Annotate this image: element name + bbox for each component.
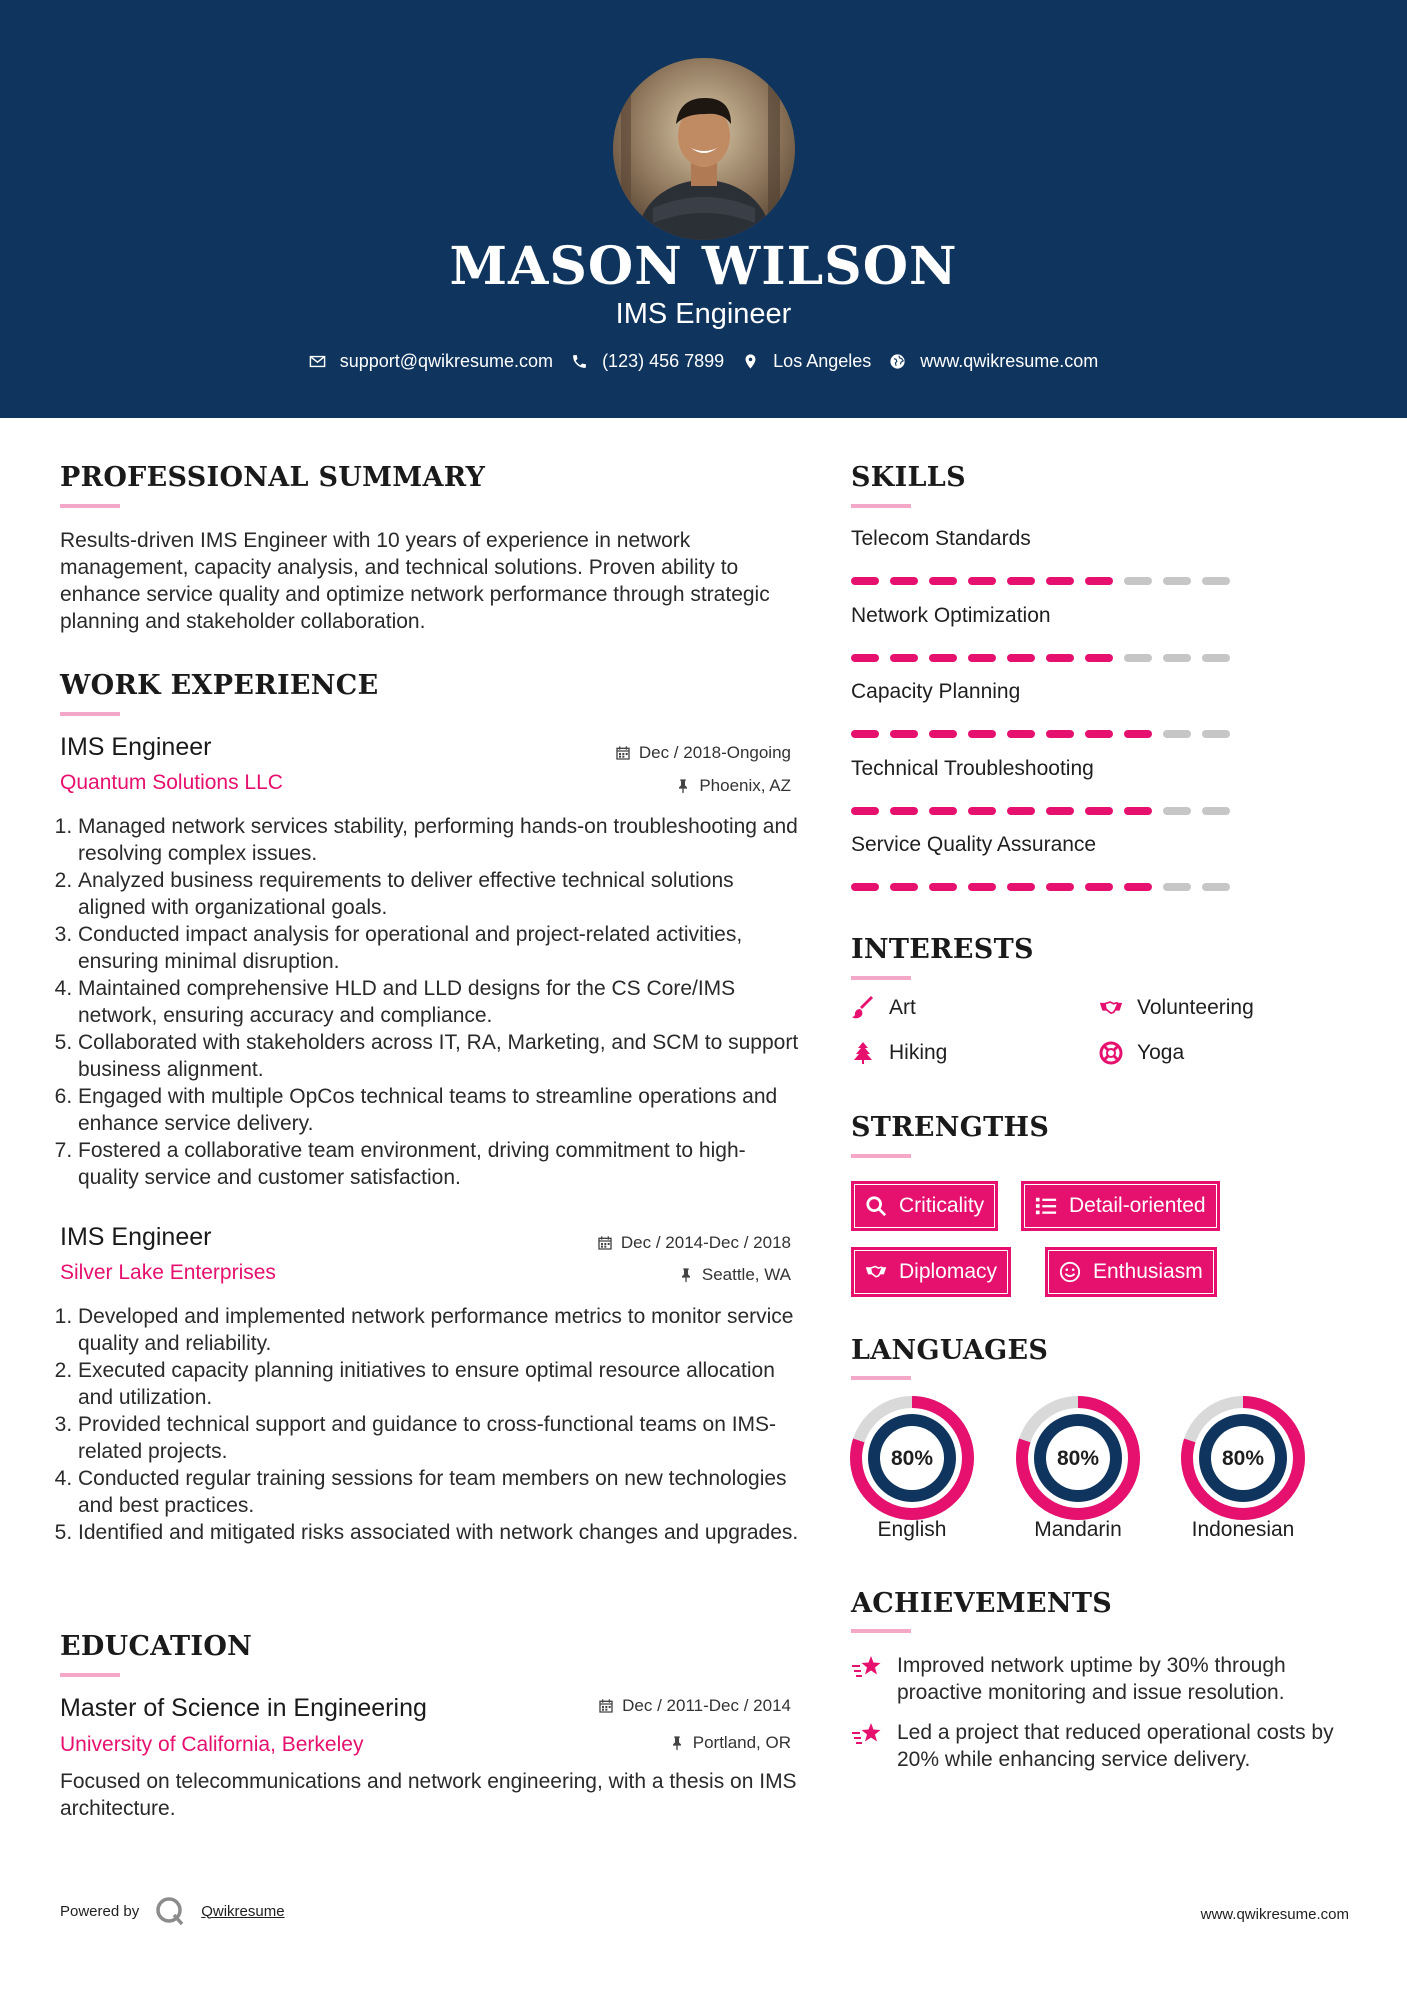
skill-dot-filled — [890, 883, 918, 891]
skill-dot-filled — [968, 577, 996, 585]
skill-dot-filled — [1085, 883, 1113, 891]
skill-dot-filled — [890, 577, 918, 585]
calendar-icon — [597, 1235, 613, 1251]
skill-dot-empty — [1202, 883, 1230, 891]
strengths-heading: STRENGTHS — [851, 1112, 1050, 1143]
skill-dot-filled — [1007, 654, 1035, 662]
skill-level-bar — [851, 730, 1230, 738]
skill-level-bar — [851, 883, 1230, 891]
summary-heading: PROFESSIONAL SUMMARY — [60, 462, 486, 493]
brush-icon — [851, 996, 875, 1020]
pushpin-icon — [678, 1267, 694, 1283]
candidate-role: IMS Engineer — [615, 298, 792, 330]
achievements-heading: ACHIEVEMENTS — [851, 1588, 1113, 1619]
powered-by-text: Powered by — [60, 1902, 140, 1920]
education-school: University of California, Berkeley — [60, 1733, 364, 1756]
skill-dot-filled — [1007, 883, 1035, 891]
interest-yoga — [1099, 1041, 1184, 1065]
job-1-company: Quantum Solutions LLC — [60, 771, 283, 794]
shooting-star-icon — [851, 1721, 883, 1749]
language-name: Mandarin — [1034, 1518, 1122, 1541]
education-location-text: Portland, OR — [692, 1733, 791, 1752]
duty-item: 5. Identified and mitigated risks associated with network changes and upgrades. — [78, 1519, 800, 1546]
achievement-item — [851, 1719, 1356, 1773]
skill-level-bar — [851, 807, 1230, 815]
list-icon — [1035, 1195, 1057, 1217]
strength-enthusiasm — [1045, 1247, 1217, 1297]
skill-dot-filled — [890, 654, 918, 662]
skill-dot-filled — [968, 883, 996, 891]
language-name: Indonesian — [1191, 1518, 1295, 1541]
skill-dot-filled — [851, 883, 879, 891]
duty-item: 7. Fostered a collaborative team environment, driving commitment to high-quality service and customer satisfaction. — [78, 1137, 800, 1191]
education-degree: Master of Science in Engineering — [60, 1694, 427, 1722]
skill-dot-filled — [929, 654, 957, 662]
skills-underline — [851, 504, 911, 508]
interest-volunteering — [1099, 996, 1254, 1020]
strength-label: Criticality — [899, 1194, 985, 1217]
interests-underline — [851, 976, 911, 980]
skill-dot-filled — [929, 577, 957, 585]
strengths-underline — [851, 1154, 911, 1158]
handshake-icon — [1099, 996, 1123, 1020]
contact-bar — [0, 351, 1407, 372]
skill-dot-filled — [968, 730, 996, 738]
job-1-location — [675, 776, 791, 796]
skill-dot-filled — [1007, 577, 1035, 585]
job-2-duties — [60, 1303, 800, 1546]
skill-dot-filled — [1007, 807, 1035, 815]
skill-dot-filled — [1046, 730, 1074, 738]
skill-dot-filled — [968, 654, 996, 662]
strength-criticality — [851, 1181, 998, 1231]
skill-dot-filled — [851, 654, 879, 662]
languages-underline — [851, 1376, 911, 1380]
skill-dot-filled — [968, 807, 996, 815]
language-name: English — [877, 1518, 947, 1541]
smile-icon — [1059, 1261, 1081, 1283]
tree-icon — [851, 1041, 875, 1065]
achievement-text: Led a project that reduced operational costs by 20% while enhancing service delivery. — [897, 1721, 1334, 1771]
duty-item: 4. Conducted regular training sessions for team members on new technologies and best practices. — [78, 1465, 800, 1519]
contact-phone[interactable] — [571, 351, 724, 372]
contact-website[interactable] — [889, 351, 1098, 372]
languages-heading: LANGUAGES — [851, 1335, 1049, 1366]
interest-label: Yoga — [1137, 1041, 1185, 1064]
skill-dot-filled — [1124, 730, 1152, 738]
job-1-date — [615, 743, 791, 763]
email-text: support@qwikresume.com — [339, 351, 554, 371]
gauge-percent-label: 80% — [1221, 1447, 1265, 1470]
duty-item: 3. Provided technical support and guidance to cross-functional teams on IMS-related projects. — [78, 1411, 800, 1465]
achievement-text: Improved network uptime by 30% through proactive monitoring and issue resolution. — [897, 1654, 1286, 1704]
skill-dot-filled — [1046, 577, 1074, 585]
duty-item: 5. Collaborated with stakeholders across IT, RA, Marketing, and SCM to support business alignment. — [78, 1029, 800, 1083]
education-text: Focused on telecommunications and network engineering, with a thesis on IMS architecture. — [60, 1770, 797, 1820]
job-1-location-text: Phoenix, AZ — [699, 776, 791, 795]
skill-name: Technical Troubleshooting — [851, 756, 1094, 780]
pushpin-icon — [675, 778, 691, 794]
location-text: Los Angeles — [773, 351, 872, 371]
skill-dot-filled — [1046, 883, 1074, 891]
duty-item: 2. Analyzed business requirements to deliver effective technical solutions aligned with organizational goals. — [78, 867, 800, 921]
education-heading: EDUCATION — [60, 1631, 253, 1662]
experience-heading: WORK EXPERIENCE — [60, 670, 379, 701]
footer-url[interactable]: www.qwikresume.com — [1200, 1906, 1349, 1923]
education-underline — [60, 1673, 120, 1677]
skill-dot-empty — [1163, 577, 1191, 585]
skill-dot-empty — [1202, 577, 1230, 585]
search-icon — [865, 1195, 887, 1217]
calendar-icon — [598, 1698, 614, 1714]
strength-label: Detail-oriented — [1069, 1194, 1206, 1217]
skill-level-bar — [851, 577, 1230, 585]
duty-item: 1. Developed and implemented network performance metrics to monitor service quality and reliability. — [78, 1303, 800, 1357]
education-location — [669, 1733, 791, 1753]
education-date — [598, 1696, 791, 1716]
job-1-date-text: Dec / 2018-Ongoing — [638, 743, 791, 762]
strength-diplomacy — [851, 1247, 1011, 1297]
skill-dot-filled — [1007, 730, 1035, 738]
duty-item: 1. Managed network services stability, performing hands-on troubleshooting and resolving complex issues. — [78, 813, 800, 867]
skill-dot-filled — [929, 730, 957, 738]
duty-item: 4. Maintained comprehensive HLD and LLD designs for the CS Core/IMS network, ensuring accuracy and compliance. — [78, 975, 800, 1029]
envelope-icon — [309, 353, 326, 370]
footer-powered-by — [60, 1896, 285, 1926]
strength-label: Enthusiasm — [1093, 1260, 1203, 1283]
phone-text: (123) 456 7899 — [602, 351, 725, 371]
phone-icon — [571, 353, 588, 370]
job-2-location-text: Seattle, WA — [701, 1265, 791, 1284]
skill-dot-filled — [1124, 807, 1152, 815]
resume-header — [0, 0, 1407, 418]
interest-art — [851, 996, 916, 1020]
skill-dot-filled — [1046, 654, 1074, 662]
skill-dot-filled — [851, 807, 879, 815]
skill-dot-filled — [851, 730, 879, 738]
strength-label: Diplomacy — [899, 1260, 998, 1283]
language-gauge — [1181, 1396, 1305, 1520]
skill-name: Capacity Planning — [851, 680, 1021, 703]
skill-dot-empty — [1202, 730, 1230, 738]
job-2-date-text: Dec / 2014-Dec / 2018 — [620, 1233, 791, 1252]
skill-dot-filled — [890, 807, 918, 815]
skill-dot-filled — [1124, 883, 1152, 891]
qwikresume-logo-icon — [155, 1896, 185, 1926]
website-text: www.qwikresume.com — [920, 351, 1099, 371]
job-1-duties — [60, 813, 800, 1191]
skill-dot-empty — [1124, 654, 1152, 662]
skill-level-bar — [851, 654, 1230, 662]
interest-label: Volunteering — [1137, 996, 1254, 1019]
skill-dot-empty — [1163, 807, 1191, 815]
skill-dot-filled — [1085, 577, 1113, 585]
interest-label: Art — [889, 996, 916, 1019]
interests-heading: INTERESTS — [851, 934, 1034, 965]
summary-text: Results-driven IMS Engineer with 10 years of experience in network management, capacity analysis, and technical solutions. Proven ability to enhance service quality and optimize network performance through strategic planning and stakeholder collaboration. — [60, 529, 770, 633]
job-2-location — [678, 1265, 791, 1285]
skill-name: Network Optimization — [851, 603, 1051, 627]
skill-dot-filled — [929, 807, 957, 815]
skill-dot-empty — [1202, 654, 1230, 662]
job-2-title: IMS Engineer — [60, 1223, 212, 1251]
handshake-icon — [865, 1261, 887, 1283]
gauge-percent-label: 80% — [1056, 1447, 1100, 1470]
gauge-percent-label: 80% — [890, 1447, 934, 1470]
achievement-item — [851, 1652, 1356, 1706]
achievements-underline — [851, 1629, 911, 1633]
job-2-date — [597, 1233, 791, 1253]
skill-dot-empty — [1163, 883, 1191, 891]
skill-dot-filled — [929, 883, 957, 891]
duty-item: 3. Conducted impact analysis for operational and project-related activities, ensuring minimal disruption. — [78, 921, 800, 975]
summary-underline — [60, 504, 120, 508]
skill-dot-filled — [1046, 807, 1074, 815]
lifebuoy-icon — [1099, 1041, 1123, 1065]
skill-name: Service Quality Assurance — [851, 833, 1097, 856]
strength-detail-oriented — [1021, 1181, 1220, 1231]
skill-dot-filled — [1085, 807, 1113, 815]
contact-location — [742, 351, 871, 372]
interest-label: Hiking — [889, 1041, 948, 1064]
calendar-icon — [615, 745, 631, 761]
globe-icon — [889, 353, 906, 370]
duty-item: 6. Engaged with multiple OpCos technical teams to streamline operations and enhance service delivery. — [78, 1083, 800, 1137]
skill-name: Telecom Standards — [851, 527, 1031, 550]
skill-dot-empty — [1124, 577, 1152, 585]
job-1-title: IMS Engineer — [60, 733, 212, 761]
language-gauge — [850, 1396, 974, 1520]
language-gauge — [1016, 1396, 1140, 1520]
shooting-star-icon — [851, 1654, 883, 1682]
interest-hiking — [851, 1041, 947, 1065]
skill-dot-empty — [1163, 730, 1191, 738]
duty-item: 2. Executed capacity planning initiatives to ensure optimal resource allocation and utilization. — [78, 1357, 800, 1411]
skill-dot-filled — [1085, 654, 1113, 662]
skill-dot-filled — [890, 730, 918, 738]
experience-underline — [60, 712, 120, 716]
pushpin-icon — [669, 1735, 685, 1751]
skill-dot-empty — [1202, 807, 1230, 815]
skill-dot-empty — [1163, 654, 1191, 662]
education-date-text: Dec / 2011-Dec / 2014 — [622, 1696, 791, 1715]
map-pin-icon — [742, 353, 759, 370]
skills-heading: SKILLS — [851, 462, 966, 493]
candidate-name: MASON WILSON — [449, 236, 958, 297]
job-2-company: Silver Lake Enterprises — [60, 1261, 276, 1284]
contact-email[interactable] — [309, 351, 553, 372]
profile-photo — [613, 58, 795, 240]
skill-dot-filled — [1085, 730, 1113, 738]
qwikresume-link[interactable]: Qwikresume — [201, 1902, 285, 1920]
skill-dot-filled — [851, 577, 879, 585]
